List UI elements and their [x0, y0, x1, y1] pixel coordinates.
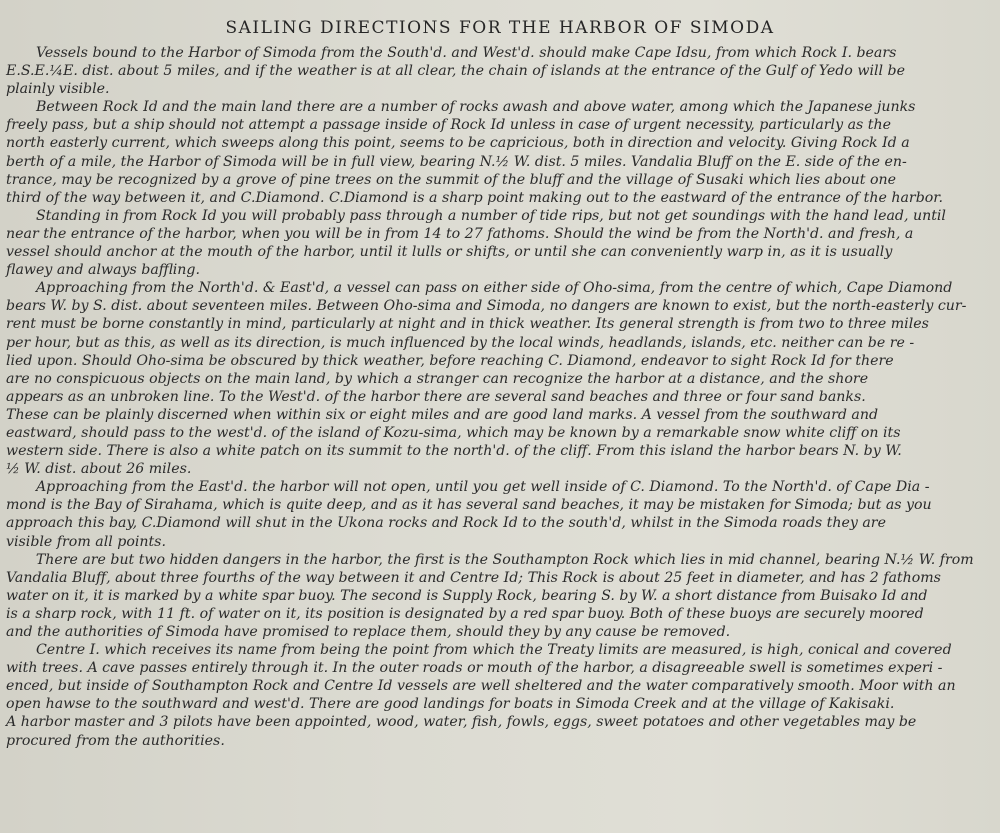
- text-line: north easterly current, which sweeps along this point, seems to be capricious, both in direction and velocity. Giving Rock Id a: [6, 135, 910, 152]
- text-line: eastward, should pass to the west'd. of the island of Kozu-sima, which may be known by a remarkable snow white cliff on its: [6, 424, 901, 441]
- paragraph: [6, 207, 976, 279]
- text-line: third of the way between it, and C.Diamond. C.Diamond is a sharp point making out to the eastward of the entrance of the harbor.: [6, 189, 943, 206]
- text-line: flawey and always baffling.: [6, 262, 200, 279]
- text-line: Vandalia Bluff, about three fourths of the way between it and Centre Id; This Rock is about 25 feet in diameter, and has 2 fathoms: [6, 569, 941, 586]
- text-line: enced, but inside of Southampton Rock and Centre Id vessels are well sheltered and the water comparatively smooth. Moor with an: [6, 678, 956, 695]
- text-line: Between Rock Id and the main land there are a number of rocks awash and above water, among which the Japanese junks: [35, 99, 916, 116]
- text-line: E.S.E.¼E. dist. about 5 miles, and if the weather is at all clear, the chain of islands at the entrance of the Gulf of Yedo will be: [6, 63, 905, 80]
- text-line: per hour, but as this, as well as its direction, is much influenced by the local winds, headlands, islands, etc. neither can be re -: [6, 334, 915, 351]
- text-line: There are but two hidden dangers in the harbor, the first is the Southampton Rock which lies in mid channel, bearing N.½ W. from: [35, 551, 974, 568]
- paragraph: [6, 551, 976, 641]
- text-line: Approaching from the North'd. & East'd, a vessel can pass on either side of Oho-sima, from the centre of which, Cape Diamond: [35, 280, 953, 297]
- text-line: procured from the authorities.: [6, 732, 225, 749]
- paragraph: [6, 641, 976, 750]
- text-line: open hawse to the southward and west'd. There are good landings for boats in Simoda Creek and at the village of Kakisaki.: [6, 696, 895, 713]
- paragraph: [6, 478, 976, 550]
- text-line: Approaching from the East'd. the harbor will not open, until you get well inside of C. Diamond. To the North'd. of Cape Dia -: [35, 479, 930, 496]
- text-line: trance, may be recognized by a grove of pine trees on the summit of the bluff and the village of Susaki which lies about one: [6, 171, 897, 188]
- text-line: vessel should anchor at the mouth of the harbor, until it lulls or shifts, or until she can conveniently warp in, as it is usually: [6, 244, 893, 261]
- text-line: berth of a mile, the Harbor of Simoda will be in full view, bearing N.½ W. dist. 5 miles. Vandalia Bluff on the E. side of the en-: [6, 153, 907, 170]
- text-line: Standing in from Rock Id you will probably pass through a number of tide rips, but not get soundings with the hand lead, until: [35, 207, 946, 224]
- text-line: western side. There is also a white patch on its summit to the north'd. of the cliff. From this island the harbor bears N. by W.: [6, 443, 902, 460]
- paragraph: [6, 279, 976, 478]
- text-line: near the entrance of the harbor, when you will be in from 14 to 27 fathoms. Should the wind be from the North'd. and fresh, a: [6, 225, 914, 242]
- text-line: visible from all points.: [6, 533, 166, 550]
- text-line: ½ W. dist. about 26 miles.: [6, 461, 192, 478]
- text-line: is a sharp rock, with 11 ft. of water on it, its position is designated by a red spar buoy. Both of these buoys are securely moored: [6, 605, 924, 622]
- text-line: A harbor master and 3 pilots have been appointed, wood, water, fish, fowls, eggs, sweet potatoes and other vegetables may be: [6, 714, 917, 731]
- text-line: mond is the Bay of Sirahama, which is quite deep, and as it has several sand beaches, it may be mistaken for Simoda; but as you: [6, 497, 932, 514]
- text-line: rent must be borne constantly in mind, particularly at night and in thick weather. Its general strength is from two to three miles: [6, 316, 929, 333]
- text-line: These can be plainly discerned when within six or eight miles and are good land marks. A vessel from the southward and: [6, 406, 879, 423]
- text-line: plainly visible.: [6, 81, 110, 98]
- paragraph: [6, 44, 976, 98]
- document-body: [6, 44, 976, 750]
- paragraph: [6, 98, 976, 207]
- text-line: Vessels bound to the Harbor of Simoda from the South'd. and West'd. should make Cape Idsu, from which Rock I. bears: [35, 45, 897, 61]
- document-title: SAILING DIRECTIONS FOR THE HARBOR OF SIMODA: [225, 18, 775, 38]
- text-line: appears as an unbroken line. To the West'd. of the harbor there are several sand beaches and three or four sand banks.: [6, 388, 866, 405]
- text-line: and the authorities of Simoda have promised to replace them, should they by any cause be removed.: [6, 624, 731, 640]
- text-line: bears W. by S. dist. about seventeen miles. Between Oho-sima and Simoda, no dangers are known to exist, but the north-easterly cur-: [6, 298, 967, 315]
- text-line: water on it, it is marked by a white spar buoy. The second is Supply Rock, bearing S. by W. a short distance from Buisako Id and: [6, 587, 928, 604]
- text-line: Centre I. which receives its name from being the point from which the Treaty limits are measured, is high, conical and covered: [35, 642, 952, 659]
- text-line: are no conspicuous objects on the main land, by which a stranger can recognize the harbor at a distance, and the shore: [6, 370, 869, 387]
- text-line: approach this bay, C.Diamond will shut in the Ukona rocks and Rock Id to the south'd, whilst in the Simoda roads they are: [6, 515, 886, 532]
- text-line: lied upon. Should Oho-sima be obscured by thick weather, before reaching C. Diamond, endeavor to sight Rock Id for there: [6, 352, 894, 369]
- text-line: freely pass, but a ship should not attempt a passage inside of Rock Id unless in case of urgent necessity, particularly as the: [6, 117, 891, 134]
- text-line: with trees. A cave passes entirely through it. In the outer roads or mouth of the harbor, a disagreeable swell is sometimes experi -: [6, 660, 943, 677]
